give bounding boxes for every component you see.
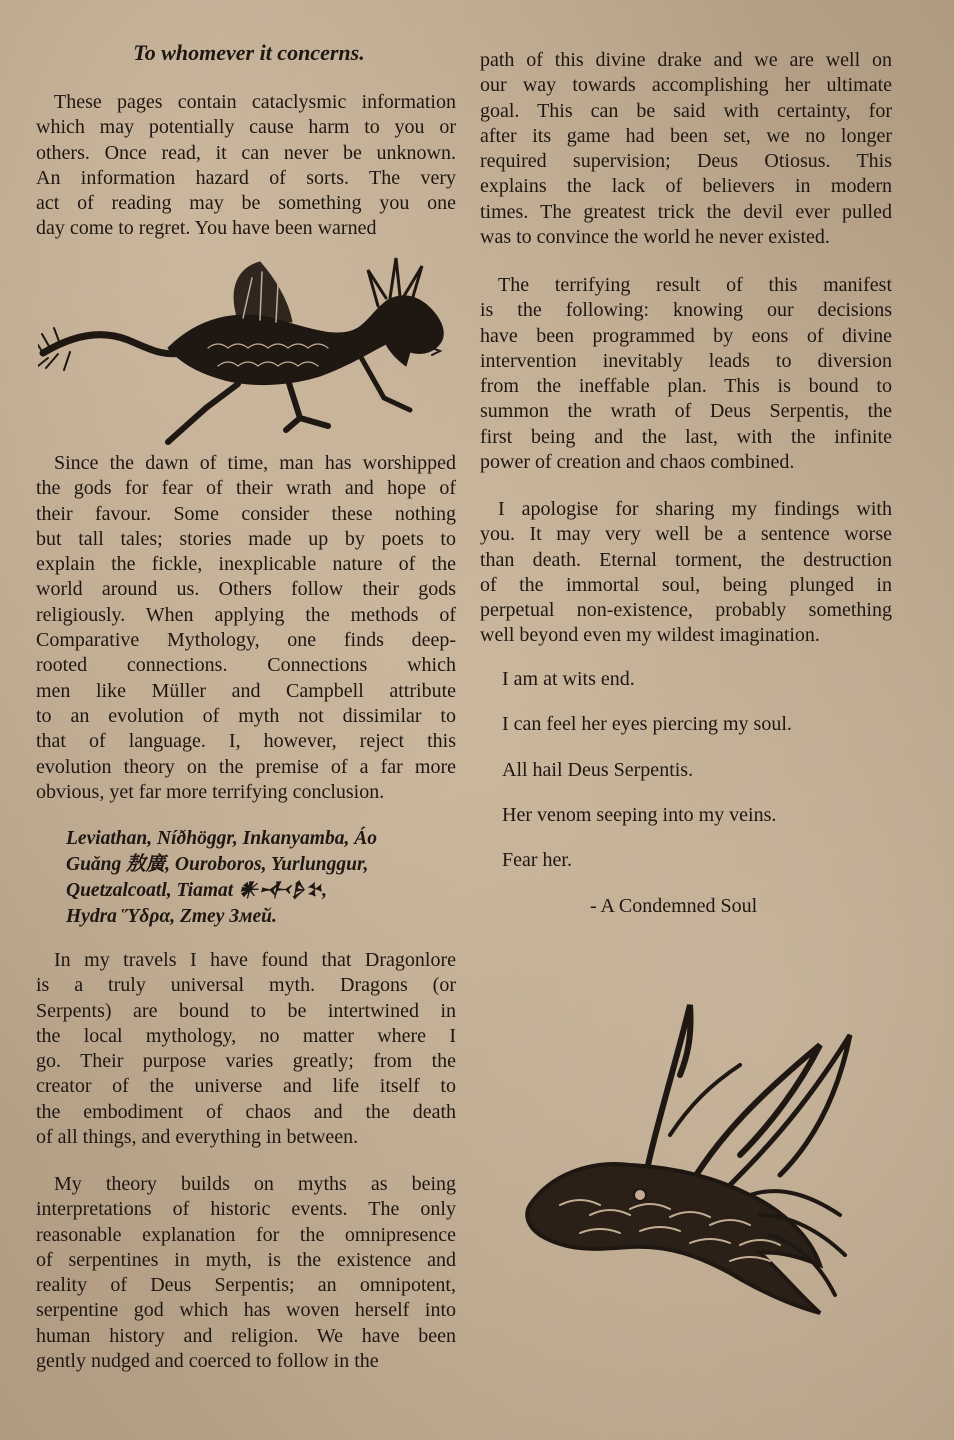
continuation-paragraph [480,48,892,250]
text-line: An information hazard of sorts. The very [36,166,456,189]
closing-line: I can feel her eyes piercing my soul. [502,713,792,736]
text-line: others. Once read, it can never be unknown. [36,141,456,164]
text-line: Since the dawn of time, man has worshipped [54,452,456,474]
text-line: serpentine god which has woven herself into [36,1299,456,1322]
text-line: the local mythology, no matter where I [36,1024,456,1047]
text-line: have been programmed by eons of divine [480,324,892,347]
dragon-head-illustration [520,995,860,1325]
text-line: of all things, and everything in between. [36,1126,359,1149]
text-line: intervention inevitably leads to diversion [480,349,892,372]
text-line: the gods for fear of their wrath and hope of [36,477,456,500]
text-line: to an evolution of myth not dissimilar to [36,704,456,727]
text-line: from the ineffable plan. This is bound to [480,375,892,398]
text-line: required supervision; Deus Otiosus. This [480,150,892,173]
closing-line: I am at wits end. [502,668,635,690]
text-line: is the following: knowing our decisions [480,299,892,322]
text-line: rooted connections. Connections which [36,654,456,677]
text-line: religiously. When applying the methods of [36,603,456,626]
dragon-illustration [38,248,458,448]
text-line: power of creation and chaos combined. [480,451,795,474]
text-line: reality of Deus Serpentis; an omnipotent, [36,1274,456,1297]
signature: - A Condemned Soul [590,895,758,917]
text-line: gently nudged and coerced to follow in the [36,1350,379,1373]
text-line: than death. Eternal torment, the destruction [480,548,892,571]
text-line: but tall tales; stories made up by poets to [36,527,456,550]
short-lines [480,667,892,893]
text-line: In my travels I have found that Dragonlore [54,949,456,971]
text-line: well beyond even my wildest imagination. [480,624,820,647]
text-line: Hydra Ὕδρα, Zmey Змей. [66,906,277,927]
text-line: human history and religion. We have been [36,1324,456,1347]
closing-line: Fear her. [502,849,572,872]
closing-line: All hail Deus Serpentis. [502,758,694,781]
text-line: interpretations of historic events. The only [36,1198,456,1221]
text-line: was to convince the world he never existed. [480,226,830,249]
text-line: These pages contain cataclysmic information [54,91,456,113]
text-line: Comparative Mythology, one finds deep- [36,629,456,652]
text-line: world around us. Others follow their gods [36,578,456,601]
text-line: the embodiment of chaos and the death [36,1100,456,1123]
text-line: go. Their purpose varies greatly; from the [36,1050,456,1073]
text-line: evolution theory on the premise of a far more [36,755,456,778]
text-line: obvious, yet far more terrifying conclusion. [36,780,385,803]
text-line: of the immortal soul, being plunged in [480,573,892,596]
text-line: explain the fickle, inexplicable nature of the [36,553,456,576]
text-line: first being and the last, with the infinite [480,425,892,448]
text-line: times. The greatest trick the devil ever pulled [480,200,892,223]
text-line: explains the lack of believers in modern [480,175,892,198]
text-line: creator of the universe and life itself to [36,1075,456,1098]
text-line: Leviathan, Níðhöggr, Inkanyamba, Áo [66,828,377,849]
text-line: act of reading may be something you one [36,192,456,215]
closing-line: Her venom seeping into my veins. [502,803,777,826]
text-line: Quetzalcoatl, Tiamat 𒀭𒋾𒊩𒆳, [66,880,328,901]
text-line: goal. This can be said with certainty, for [480,99,892,122]
text-line: of serpentines in myth, is the existence and [36,1248,456,1271]
result-paragraph [480,273,892,475]
dragonlore-paragraph [36,948,456,1150]
worship-paragraph [36,451,456,805]
text-line: is a truly universal myth. Dragons (or [36,974,456,997]
dragon-names-list [36,826,436,930]
text-line: perpetual non-existence, probably something [480,599,892,622]
text-line: Serpents) are bound to be intertwined in [36,999,456,1022]
text-line: which may potentially cause harm to you or [36,116,456,139]
text-line: Guǎng 敖廣, Ouroboros, Yurlunggur, [66,854,369,875]
text-line: reasonable explanation for the omnipresence [36,1223,456,1246]
text-line: path of this divine drake and we are well on [480,49,892,71]
apology-paragraph [480,497,892,649]
theory-paragraph [36,1172,456,1374]
text-line: summon the wrath of Deus Serpentis, the [480,400,892,423]
text-line: after its game had been set, we no longer [480,124,892,147]
text-line: men like Müller and Campbell attribute [36,679,456,702]
intro-paragraph [36,90,456,242]
text-line: their favour. Some consider these nothing [36,502,456,525]
text-line: The terrifying result of this manifest [498,274,892,296]
page-title: To whomever it concerns. [133,40,365,65]
text-line: you. It may very well be a sentence worse [480,523,892,546]
text-line: My theory builds on myths as being [54,1173,456,1195]
text-line: our way towards accomplishing her ultimate [480,74,892,97]
text-line: I apologise for sharing my findings with [498,498,892,520]
text-line: day come to regret. You have been warned [36,217,377,240]
text-line: that of language. I, however, reject this [36,730,456,753]
